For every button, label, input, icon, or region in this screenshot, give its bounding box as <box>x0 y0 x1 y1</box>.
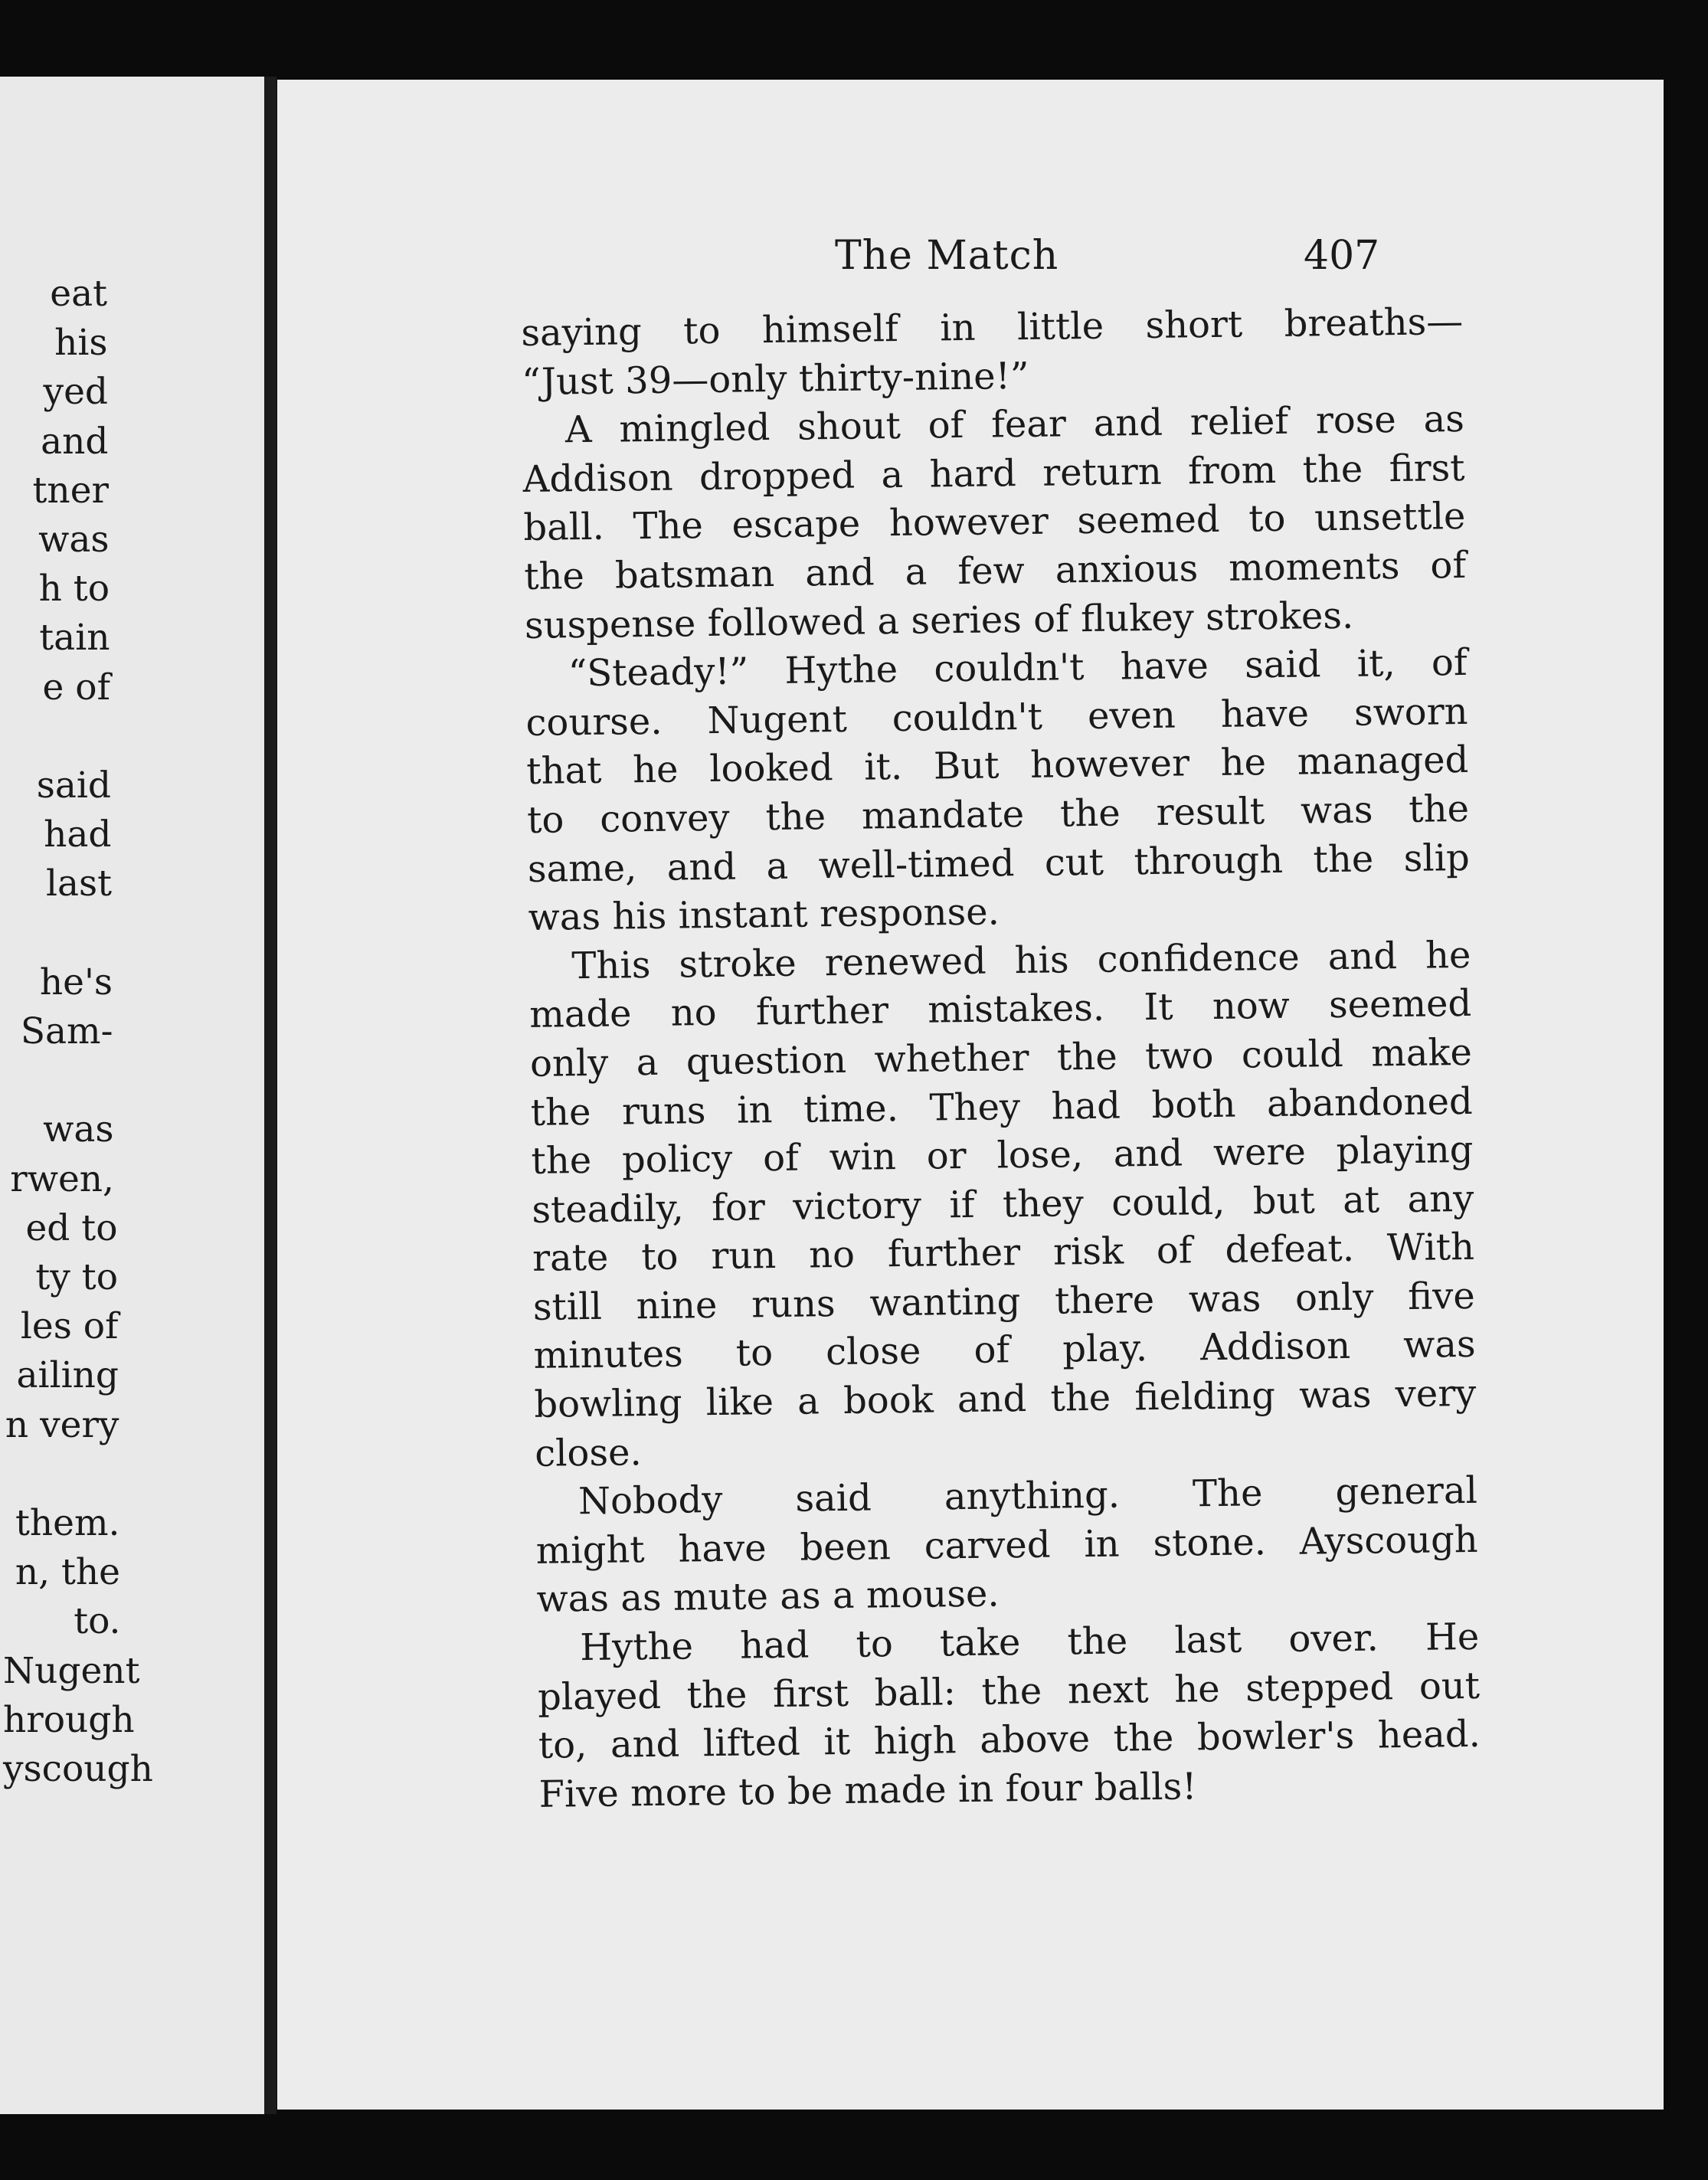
running-head: The Match <box>835 233 1059 279</box>
text-line: to convey the mandate the result was the <box>526 787 1470 842</box>
text-line: that he looked it. But however he managed <box>526 738 1469 794</box>
text-line: A mingled shout of fear and relief rose as <box>564 398 1465 452</box>
book-gutter <box>264 77 276 2114</box>
text-line: Five more to be made in four balls! <box>538 1765 1197 1816</box>
left-page-line-fragment: he's <box>39 961 113 1003</box>
text-line: “Steady!” Hythe couldn't have said it, of <box>568 641 1468 696</box>
text-line: same, and a well-timed cut through the slip <box>527 836 1471 891</box>
text-line: was as mute as a mouse. <box>536 1572 1000 1622</box>
text-line: rate to run no further risk of defeat. With <box>532 1226 1475 1281</box>
left-page-line-fragment: tner <box>32 469 109 512</box>
left-page-line-fragment: n, the <box>15 1551 120 1594</box>
text-line: steadily, for victory if they could, but at any <box>532 1177 1474 1232</box>
left-page-line-fragment: les of <box>20 1305 119 1348</box>
text-line: was his instant response. <box>528 890 1000 940</box>
text-line: This stroke renewed his confidence and he <box>571 933 1471 987</box>
left-page-line-fragment: his <box>54 322 108 365</box>
left-page-line-fragment: Sam- <box>20 1010 113 1052</box>
body-text <box>521 298 1481 1819</box>
text-line: close. <box>534 1430 643 1475</box>
text-line: made no further mistakes. It now seemed <box>528 982 1472 1037</box>
left-page-line-fragment: had <box>44 813 112 856</box>
text-line: Nobody said anything. The general <box>578 1469 1478 1524</box>
left-page-line-fragment: h to <box>38 568 110 610</box>
left-page-line-fragment: ed to <box>25 1206 118 1249</box>
left-page-line-fragment: said <box>36 764 111 807</box>
left-page-line-fragment: eat <box>50 273 107 315</box>
left-page-line-fragment: was <box>43 1108 114 1151</box>
left-page-line-fragment: tain <box>39 617 110 660</box>
text-line: Addison dropped a hard return from the first <box>522 446 1465 501</box>
text-line: minutes to close of play. Addison was <box>533 1323 1476 1378</box>
page-header <box>277 233 1664 302</box>
text-line: to, and lifted it high above the bowler's head. <box>538 1713 1481 1768</box>
page-number: 407 <box>1304 233 1380 279</box>
text-line: still nine runs wanting there was only five <box>532 1274 1476 1329</box>
text-line: ball. The escape however seemed to unsettle <box>523 495 1466 550</box>
left-page-line-fragment: ailing <box>16 1354 119 1397</box>
left-page-line-fragment: and <box>41 420 109 463</box>
text-line: might have been carved in stone. Ayscough <box>535 1517 1478 1573</box>
text-line: the runs in time. They had both abandoned <box>530 1079 1473 1134</box>
text-line: saying to himself in little short breaths— <box>521 300 1464 355</box>
right-page <box>277 80 1664 2110</box>
left-page <box>0 77 268 2114</box>
left-page-line-fragment: yed <box>43 371 108 414</box>
text-line: the batsman and a few anxious moments of <box>523 543 1467 598</box>
text-line: “Just 39—only thirty-nine!” <box>521 354 1029 404</box>
text-line: suspense followed a series of flukey strokes. <box>524 594 1354 647</box>
left-page-line-fragment: e of <box>42 666 110 709</box>
left-page-line-fragment: to. <box>74 1600 121 1643</box>
left-page-line-fragment: Nugent <box>3 1649 140 1692</box>
text-line: played the first ball: the next he stepped out <box>537 1664 1481 1719</box>
text-line: Hythe had to take the last over. He <box>580 1615 1480 1670</box>
text-line: bowling like a book and the fielding was very <box>534 1371 1477 1426</box>
left-page-line-fragment: yscough <box>3 1748 153 1790</box>
left-page-line-fragment: n very <box>5 1403 119 1446</box>
left-page-line-fragment: them. <box>15 1502 120 1544</box>
left-page-line-fragment: ty to <box>35 1256 118 1298</box>
left-page-line-fragment: last <box>45 863 112 905</box>
text-line: course. Nugent couldn't even have sworn <box>525 689 1468 745</box>
left-page-line-fragment: rwen, <box>10 1157 114 1200</box>
left-page-line-fragment: hrough <box>3 1698 135 1741</box>
text-line: only a question whether the two could make <box>529 1030 1473 1085</box>
left-page-line-fragment: was <box>38 519 110 561</box>
text-line: the policy of win or lose, and were playing <box>531 1128 1474 1183</box>
